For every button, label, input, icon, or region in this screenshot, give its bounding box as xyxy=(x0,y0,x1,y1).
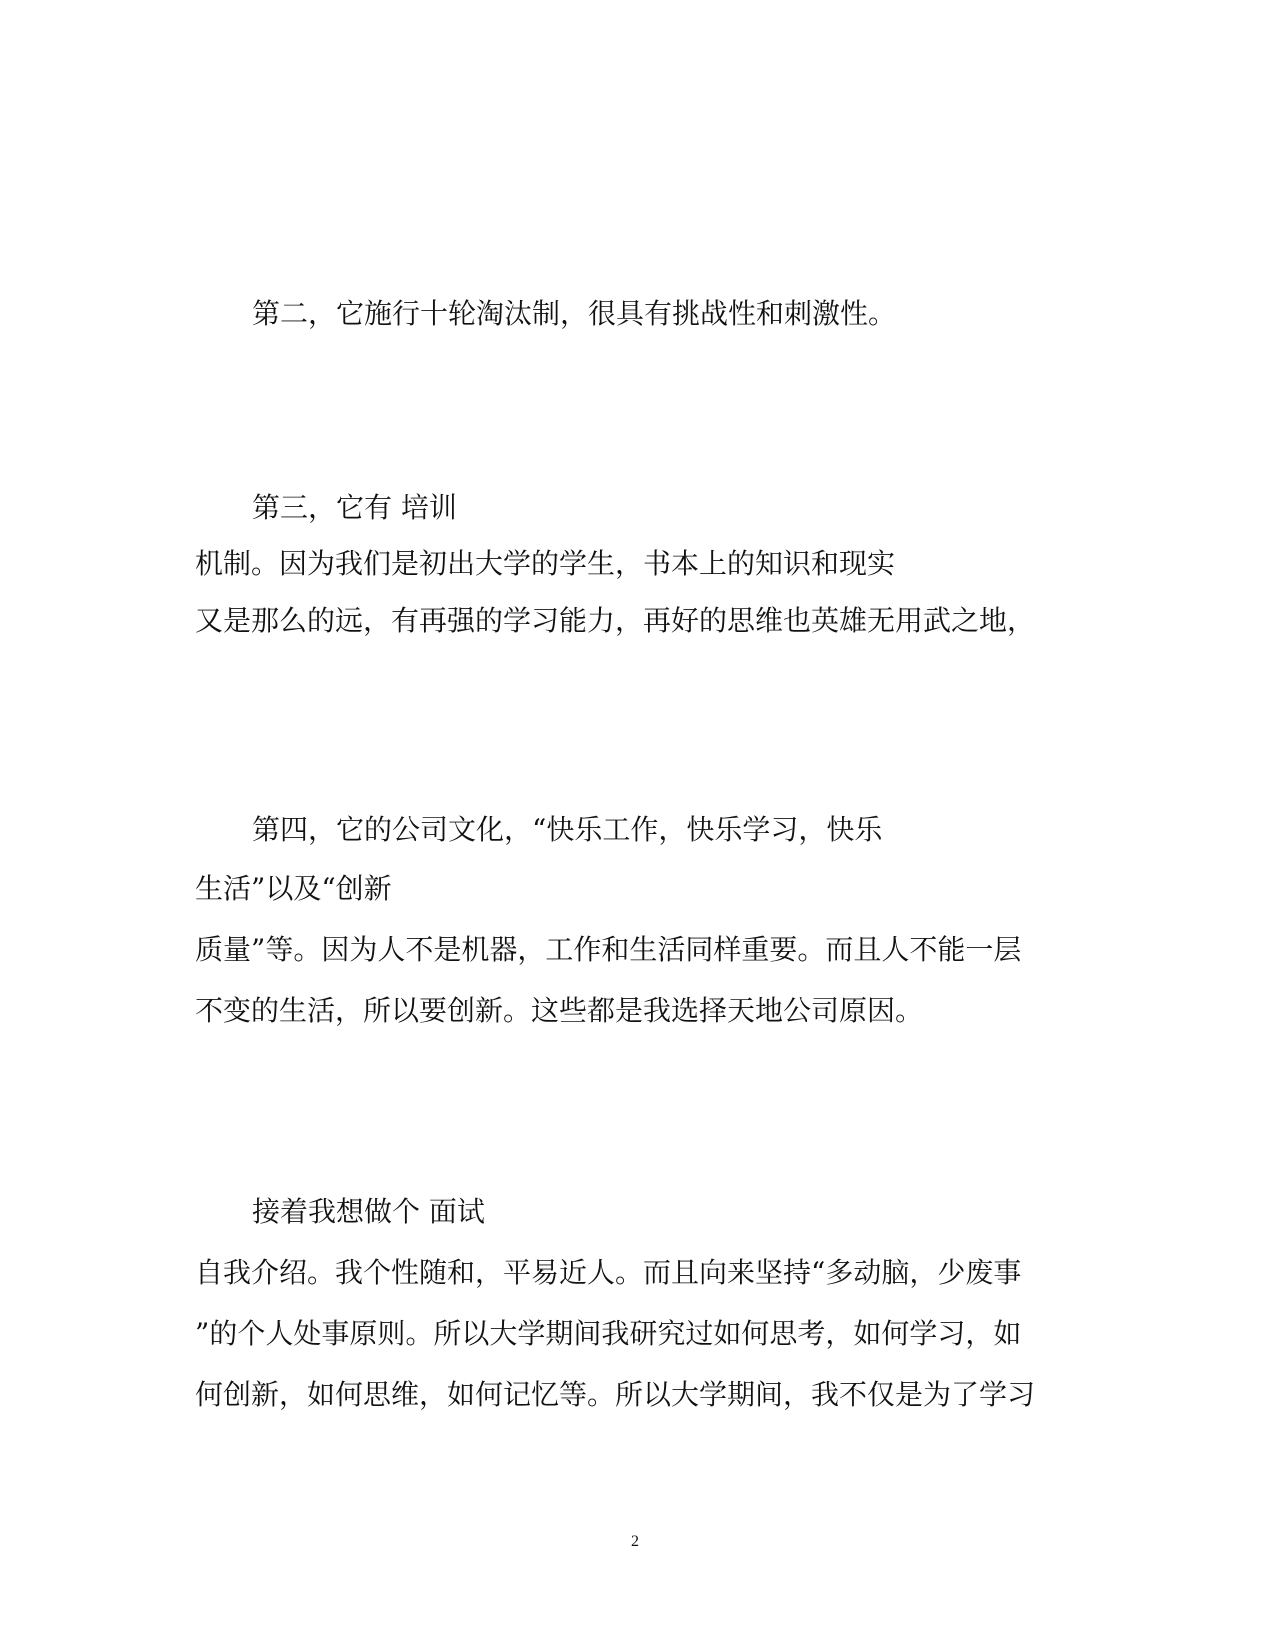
paragraph-line: 第三，它有 培训 xyxy=(252,491,457,524)
paragraph-line: 不变的生活，所以要创新。这些都是我选择天地公司原因。 xyxy=(195,994,924,1027)
paragraph-line: 质量”等。因为人不是机器，工作和生活同样重要。而且人不能一层 xyxy=(195,933,1022,966)
paragraph-line: 又是那么的远，有再强的学习能力，再好的思维也英雄无用武之地， xyxy=(195,604,1036,637)
paragraph-line: 第四，它的公司文化，“快乐工作，快乐学习，快乐 xyxy=(252,813,883,846)
paragraph-line: ”的个人处事原则。所以大学期间我研究过如何思考，如何学习，如 xyxy=(195,1317,1022,1350)
paragraph-line: 自我介绍。我个性随和，平易近人。而且向来坚持“多动脑，少废事 xyxy=(195,1256,1022,1289)
paragraph-line: 生活”以及“创新 xyxy=(195,872,392,905)
paragraph-line: 机制。因为我们是初出大学的学生，书本上的知识和现实 xyxy=(195,547,896,580)
paragraph-line: 第二，它施行十轮淘汰制，很具有挑战性和刺激性。 xyxy=(252,297,897,330)
paragraph-line: 何创新，如何思维，如何记忆等。所以大学期间，我不仅是为了学习 xyxy=(195,1378,1036,1411)
paragraph-line: 接着我想做个 面试 xyxy=(252,1195,485,1228)
page-number: 2 xyxy=(631,1533,639,1550)
